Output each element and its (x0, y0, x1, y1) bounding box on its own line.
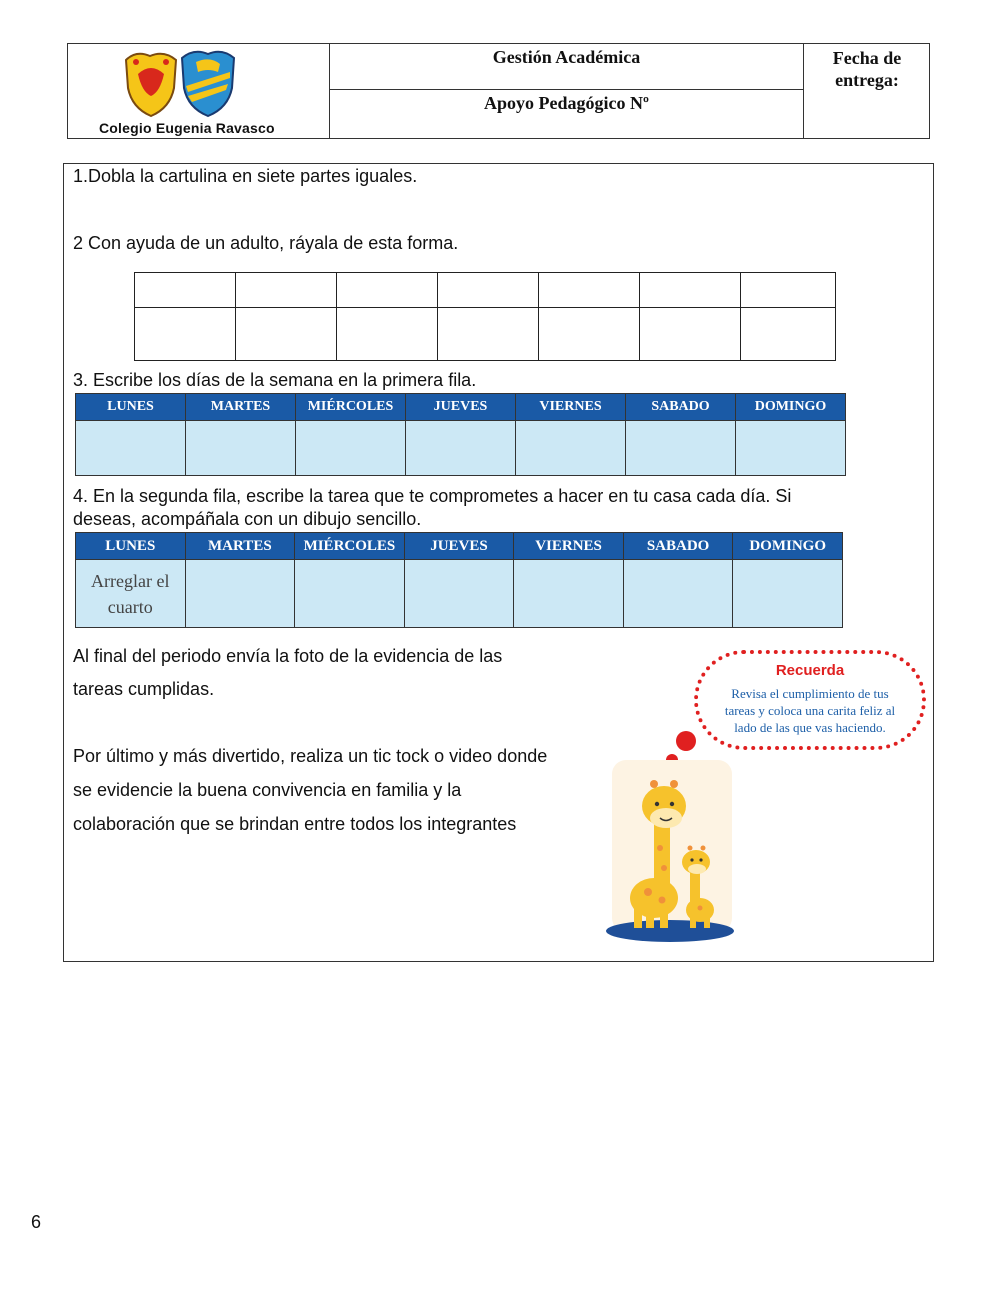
day-header-sunday: DOMINGO (736, 394, 846, 421)
step-4-text-line2: deseas, acompáñala con un dibujo sencillo. (73, 509, 422, 529)
day-header-wednesday: MIÉRCOLES (295, 533, 405, 560)
day-cell[interactable] (516, 421, 626, 476)
closing-text-line2: tareas cumplidas. (73, 679, 215, 699)
day-header-tuesday: MARTES (186, 394, 296, 421)
grid-cell (640, 308, 741, 361)
day-cell[interactable] (736, 421, 846, 476)
grid-cell (741, 308, 836, 361)
day-header-friday: VIERNES (514, 533, 624, 560)
grid-cell (438, 273, 539, 308)
school-name: Colegio Eugenia Ravasco (99, 120, 275, 136)
logo-cell (68, 44, 330, 139)
task-cell[interactable] (514, 560, 624, 628)
day-cell[interactable] (76, 421, 186, 476)
day-cell[interactable] (406, 421, 516, 476)
grid-cell (337, 308, 438, 361)
school-crest-logo (120, 48, 244, 120)
day-header-thursday: JUEVES (406, 394, 516, 421)
grid-cell (337, 273, 438, 308)
days-table-2 (75, 532, 843, 628)
grid-cell (236, 308, 337, 361)
document-header (67, 43, 930, 139)
task-example-line1: Arreglar el (91, 570, 170, 591)
day-header-wednesday: MIÉRCOLES (296, 394, 406, 421)
grid-cell (135, 308, 236, 361)
subtitle-cell (330, 90, 804, 139)
day-header-tuesday: MARTES (185, 533, 295, 560)
grid-cell (236, 273, 337, 308)
closing-text-line4: se evidencie la buena convivencia en familia y la (73, 780, 462, 800)
task-cell[interactable] (185, 560, 295, 628)
day-header-saturday: SABADO (626, 394, 736, 421)
grid-cell (135, 273, 236, 308)
grid-cell (539, 273, 640, 308)
closing-text-line5: colaboración que se brindan entre todos los integrantes (73, 814, 517, 834)
step-3-text: 3. Escribe los días de la semana en la primera fila. (73, 370, 477, 390)
date-label-line2: entrega: (835, 70, 899, 90)
page-number: 6 (31, 1212, 42, 1232)
day-header-sunday: DOMINGO (733, 533, 843, 560)
date-label-line1: Fecha de (832, 48, 902, 68)
day-header-monday: LUNES (76, 533, 186, 560)
day-cell[interactable] (626, 421, 736, 476)
day-header-thursday: JUEVES (404, 533, 514, 560)
empty-grid-diagram (134, 272, 836, 361)
thought-dot-large (676, 731, 696, 751)
step-4-text-line1: 4. En la segunda fila, escribe la tarea que te comprometes a hacer en tu casa cada día. Si (73, 486, 792, 506)
title-cell (330, 44, 804, 90)
task-cell[interactable] (623, 560, 733, 628)
step-2-text: 2 Con ayuda de un adulto, ráyala de esta forma. (73, 233, 459, 253)
reminder-line3: lado de las que vas haciendo. (734, 720, 886, 735)
day-header-friday: VIERNES (516, 394, 626, 421)
giraffe-illustration (604, 728, 736, 944)
task-cell[interactable] (295, 560, 405, 628)
grid-cell (539, 308, 640, 361)
day-cell[interactable] (296, 421, 406, 476)
grid-cell (438, 308, 539, 361)
ground-shadow (606, 920, 734, 942)
day-cell[interactable] (186, 421, 296, 476)
grid-cell (640, 273, 741, 308)
grid-cell (741, 273, 836, 308)
task-cell[interactable] (733, 560, 843, 628)
closing-text-line3: Por último y más divertido, realiza un tic tock o video donde (73, 746, 548, 766)
reminder-title: Recuerda (775, 662, 845, 679)
reminder-line2: tareas y coloca una carita feliz al (724, 703, 896, 718)
days-table-1 (75, 393, 846, 476)
document-title: Gestión Académica (492, 47, 641, 67)
reminder-line1: Revisa el cumplimiento de tus (731, 686, 889, 701)
step-1-text: 1.Dobla la cartulina en siete partes iguales. (73, 166, 418, 186)
day-header-monday: LUNES (76, 394, 186, 421)
task-example-line2: cuarto (107, 596, 153, 617)
document-subtitle: Apoyo Pedagógico Nº (484, 93, 649, 113)
task-cell-monday[interactable] (76, 560, 186, 628)
task-cell[interactable] (404, 560, 514, 628)
day-header-saturday: SABADO (623, 533, 733, 560)
closing-text-line1: Al final del periodo envía la foto de la evidencia de las (73, 646, 503, 666)
delivery-date-label (804, 47, 930, 91)
date-cell (804, 44, 930, 139)
